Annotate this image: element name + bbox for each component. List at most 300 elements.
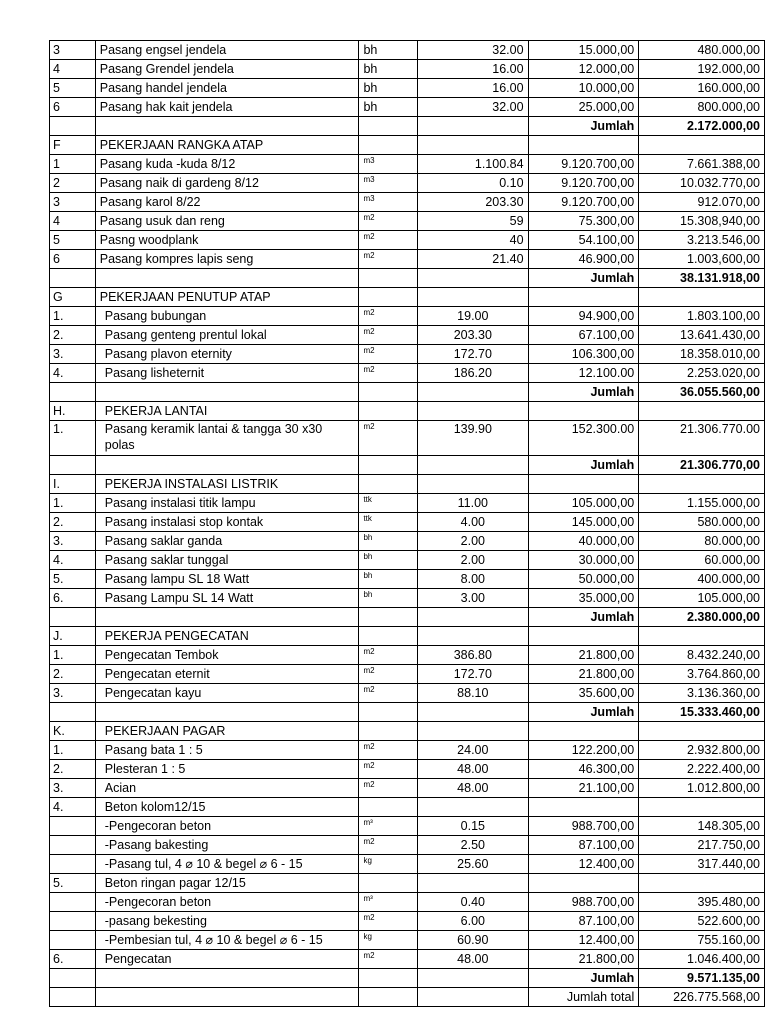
unit-cell: bh: [359, 589, 418, 608]
unit-cell: bh: [359, 41, 418, 60]
price-cell: 9.120.700,00: [528, 174, 639, 193]
no-cell: [50, 269, 96, 288]
desc-cell: [95, 269, 359, 288]
grand-total-row: [50, 988, 765, 1007]
table-row: [50, 250, 765, 269]
unit-cell: [359, 722, 418, 741]
desc-cell: Pasang instalasi stop kontak: [95, 513, 359, 532]
amount-cell: 1.012.800,00: [639, 779, 765, 798]
unit-cell: bh: [359, 532, 418, 551]
table-row: [50, 174, 765, 193]
vol-cell: 6.00: [418, 912, 528, 931]
vol-cell: 25.60: [418, 855, 528, 874]
vol-cell: 88.10: [418, 684, 528, 703]
table-row: [50, 212, 765, 231]
vol-cell: 172.70: [418, 665, 528, 684]
vol-cell: 203.30: [418, 193, 528, 212]
unit-cell: [359, 627, 418, 646]
desc-cell: -pasang bekesting: [95, 912, 359, 931]
no-cell: 2.: [50, 326, 96, 345]
unit-cell: m2: [359, 779, 418, 798]
unit-cell: bh: [359, 551, 418, 570]
price-cell: [528, 627, 639, 646]
table-row: [50, 60, 765, 79]
table-row: [50, 912, 765, 931]
amount-cell: 2.932.800,00: [639, 741, 765, 760]
table-row: [50, 345, 765, 364]
table-row: [50, 950, 765, 969]
unit-cell: [359, 475, 418, 494]
unit-cell: m³: [359, 817, 418, 836]
unit-cell: m2: [359, 212, 418, 231]
amount-cell: 18.358.010,00: [639, 345, 765, 364]
subtotal-row: [50, 269, 765, 288]
price-cell: Jumlah: [528, 456, 639, 475]
no-cell: 1: [50, 155, 96, 174]
vol-cell: 2.50: [418, 836, 528, 855]
no-cell: 6.: [50, 950, 96, 969]
amount-cell: 580.000,00: [639, 513, 765, 532]
table-row: [50, 307, 765, 326]
no-cell: G: [50, 288, 96, 307]
price-cell: Jumlah: [528, 117, 639, 136]
price-cell: 94.900,00: [528, 307, 639, 326]
no-cell: [50, 456, 96, 475]
price-cell: 21.800,00: [528, 950, 639, 969]
amount-cell: 36.055.560,00: [639, 383, 765, 402]
price-cell: Jumlah: [528, 383, 639, 402]
no-cell: 5: [50, 79, 96, 98]
no-cell: [50, 855, 96, 874]
no-cell: [50, 836, 96, 855]
amount-cell: 10.032.770,00: [639, 174, 765, 193]
unit-cell: bh: [359, 60, 418, 79]
table-row: [50, 646, 765, 665]
desc-cell: Pasang usuk dan reng: [95, 212, 359, 231]
amount-cell: 217.750,00: [639, 836, 765, 855]
vol-cell: 59: [418, 212, 528, 231]
amount-cell: [639, 288, 765, 307]
no-cell: 2.: [50, 665, 96, 684]
table-row: [50, 532, 765, 551]
price-cell: 15.000,00: [528, 41, 639, 60]
price-cell: 46.900,00: [528, 250, 639, 269]
unit-cell: m2: [359, 836, 418, 855]
price-cell: 67.100,00: [528, 326, 639, 345]
price-cell: 30.000,00: [528, 551, 639, 570]
unit-cell: m2: [359, 760, 418, 779]
price-cell: 87.100,00: [528, 912, 639, 931]
vol-cell: [418, 722, 528, 741]
amount-cell: 400.000,00: [639, 570, 765, 589]
vol-cell: 32.00: [418, 41, 528, 60]
unit-cell: m3: [359, 174, 418, 193]
desc-cell: Pasang Grendel jendela: [95, 60, 359, 79]
amount-cell: 1.803.100,00: [639, 307, 765, 326]
desc-cell: Pasang instalasi titik lampu: [95, 494, 359, 513]
desc-cell: Pasang handel jendela: [95, 79, 359, 98]
amount-cell: 13.641.430,00: [639, 326, 765, 345]
desc-cell: Pasang bata 1 : 5: [95, 741, 359, 760]
desc-cell: [95, 383, 359, 402]
price-cell: 145.000,00: [528, 513, 639, 532]
no-cell: J.: [50, 627, 96, 646]
amount-cell: 9.571.135,00: [639, 969, 765, 988]
unit-cell: bh: [359, 79, 418, 98]
section-header-row: [50, 288, 765, 307]
no-cell: 4: [50, 60, 96, 79]
vol-cell: 48.00: [418, 779, 528, 798]
no-cell: 5: [50, 231, 96, 250]
unit-cell: [359, 874, 418, 893]
vol-cell: [418, 874, 528, 893]
amount-cell: 15.308,940,00: [639, 212, 765, 231]
no-cell: 3: [50, 41, 96, 60]
price-cell: 988.700,00: [528, 893, 639, 912]
price-cell: 87.100,00: [528, 836, 639, 855]
vol-cell: [418, 117, 528, 136]
vol-cell: 3.00: [418, 589, 528, 608]
subtotal-row: [50, 608, 765, 627]
unit-cell: [359, 703, 418, 722]
amount-cell: [639, 475, 765, 494]
table-row: [50, 231, 765, 250]
no-cell: [50, 817, 96, 836]
amount-cell: 480.000,00: [639, 41, 765, 60]
unit-cell: m2: [359, 307, 418, 326]
table-row: [50, 893, 765, 912]
desc-cell: PEKERJA INSTALASI LISTRIK: [95, 475, 359, 494]
desc-cell: PEKERJAAN RANGKA ATAP: [95, 136, 359, 155]
vol-cell: 0.40: [418, 893, 528, 912]
table-row: [50, 836, 765, 855]
price-cell: 21.100,00: [528, 779, 639, 798]
vol-cell: 2.00: [418, 532, 528, 551]
unit-cell: m2: [359, 421, 418, 456]
amount-cell: 1.155.000,00: [639, 494, 765, 513]
no-cell: [50, 383, 96, 402]
table-row: [50, 741, 765, 760]
amount-cell: 60.000,00: [639, 551, 765, 570]
desc-cell: Pasng woodplank: [95, 231, 359, 250]
price-cell: 12.400,00: [528, 855, 639, 874]
table-row: [50, 494, 765, 513]
section-header-row: [50, 402, 765, 421]
desc-cell: Pasang kuda -kuda 8/12: [95, 155, 359, 174]
no-cell: 2: [50, 174, 96, 193]
vol-cell: [418, 383, 528, 402]
vol-cell: 32.00: [418, 98, 528, 117]
table-row: [50, 798, 765, 817]
amount-cell: 8.432.240,00: [639, 646, 765, 665]
amount-cell: [639, 627, 765, 646]
desc-cell: [95, 117, 359, 136]
price-cell: 21.800,00: [528, 665, 639, 684]
desc-cell: PEKERJA LANTAI: [95, 402, 359, 421]
desc-cell: Pengecatan Tembok: [95, 646, 359, 665]
amount-cell: [639, 136, 765, 155]
vol-cell: 386.80: [418, 646, 528, 665]
price-cell: [528, 722, 639, 741]
no-cell: 1.: [50, 494, 96, 513]
vol-cell: 0.10: [418, 174, 528, 193]
desc-cell: Beton ringan pagar 12/15: [95, 874, 359, 893]
amount-cell: 317.440,00: [639, 855, 765, 874]
amount-cell: 80.000,00: [639, 532, 765, 551]
unit-cell: m³: [359, 893, 418, 912]
no-cell: I.: [50, 475, 96, 494]
price-cell: 12.400,00: [528, 931, 639, 950]
no-cell: 6.: [50, 589, 96, 608]
amount-cell: [639, 722, 765, 741]
unit-cell: m2: [359, 231, 418, 250]
no-cell: 1.: [50, 741, 96, 760]
unit-cell: m2: [359, 912, 418, 931]
cost-estimate-body: [50, 41, 765, 1007]
no-cell: 4.: [50, 364, 96, 383]
desc-cell: -Pengecoran beton: [95, 817, 359, 836]
vol-cell: 48.00: [418, 760, 528, 779]
no-cell: 6: [50, 98, 96, 117]
unit-cell: [359, 383, 418, 402]
amount-cell: 38.131.918,00: [639, 269, 765, 288]
unit-cell: bh: [359, 570, 418, 589]
table-row: [50, 589, 765, 608]
table-row: [50, 193, 765, 212]
table-row: [50, 155, 765, 174]
desc-cell: -Pasang tul, 4 ⌀ 10 & begel ⌀ 6 - 15: [95, 855, 359, 874]
no-cell: 3.: [50, 684, 96, 703]
price-cell: 106.300,00: [528, 345, 639, 364]
no-cell: 1.: [50, 646, 96, 665]
vol-cell: 2.00: [418, 551, 528, 570]
price-cell: Jumlah total: [528, 988, 639, 1007]
vol-cell: 48.00: [418, 950, 528, 969]
unit-cell: [359, 288, 418, 307]
amount-cell: 912.070,00: [639, 193, 765, 212]
price-cell: [528, 402, 639, 421]
amount-cell: 3.213.546,00: [639, 231, 765, 250]
amount-cell: 2.222.400,00: [639, 760, 765, 779]
amount-cell: 7.661.388,00: [639, 155, 765, 174]
vol-cell: 60.90: [418, 931, 528, 950]
desc-cell: PEKERJAAN PAGAR: [95, 722, 359, 741]
price-cell: Jumlah: [528, 969, 639, 988]
amount-cell: 105.000,00: [639, 589, 765, 608]
section-header-row: [50, 722, 765, 741]
amount-cell: 3.764.860,00: [639, 665, 765, 684]
no-cell: H.: [50, 402, 96, 421]
no-cell: 3.: [50, 779, 96, 798]
unit-cell: m3: [359, 155, 418, 174]
vol-cell: [418, 456, 528, 475]
unit-cell: [359, 117, 418, 136]
desc-cell: Pasang engsel jendela: [95, 41, 359, 60]
price-cell: 10.000,00: [528, 79, 639, 98]
desc-cell: Pasang keramik lantai & tangga 30 x30 polas: [95, 421, 359, 456]
section-header-row: [50, 136, 765, 155]
amount-cell: 2.172.000,00: [639, 117, 765, 136]
amount-cell: 522.600,00: [639, 912, 765, 931]
amount-cell: [639, 402, 765, 421]
amount-cell: 21.306.770.00: [639, 421, 765, 456]
desc-cell: Pasang karol 8/22: [95, 193, 359, 212]
no-cell: 6: [50, 250, 96, 269]
no-cell: 3.: [50, 345, 96, 364]
desc-cell: Pasang saklar ganda: [95, 532, 359, 551]
vol-cell: 186.20: [418, 364, 528, 383]
table-row: [50, 874, 765, 893]
table-row: [50, 421, 765, 456]
table-row: [50, 326, 765, 345]
vol-cell: 139.90: [418, 421, 528, 456]
unit-cell: m3: [359, 193, 418, 212]
desc-cell: Pasang plavon eternity: [95, 345, 359, 364]
no-cell: 4.: [50, 798, 96, 817]
price-cell: 9.120.700,00: [528, 155, 639, 174]
unit-cell: m2: [359, 326, 418, 345]
no-cell: [50, 969, 96, 988]
no-cell: [50, 893, 96, 912]
price-cell: [528, 798, 639, 817]
section-header-row: [50, 627, 765, 646]
subtotal-row: [50, 703, 765, 722]
table-row: [50, 665, 765, 684]
desc-cell: [95, 608, 359, 627]
unit-cell: m2: [359, 345, 418, 364]
vol-cell: [418, 798, 528, 817]
desc-cell: [95, 969, 359, 988]
table-row: [50, 570, 765, 589]
unit-cell: m2: [359, 950, 418, 969]
vol-cell: 8.00: [418, 570, 528, 589]
vol-cell: 40: [418, 231, 528, 250]
no-cell: 4.: [50, 551, 96, 570]
unit-cell: m2: [359, 250, 418, 269]
vol-cell: 0.15: [418, 817, 528, 836]
desc-cell: Pasang saklar tunggal: [95, 551, 359, 570]
amount-cell: 3.136.360,00: [639, 684, 765, 703]
price-cell: [528, 475, 639, 494]
vol-cell: [418, 988, 528, 1007]
price-cell: Jumlah: [528, 608, 639, 627]
unit-cell: ttk: [359, 494, 418, 513]
vol-cell: [418, 269, 528, 288]
vol-cell: [418, 608, 528, 627]
price-cell: 35.600,00: [528, 684, 639, 703]
table-row: [50, 817, 765, 836]
amount-cell: 755.160,00: [639, 931, 765, 950]
amount-cell: 148.305,00: [639, 817, 765, 836]
subtotal-row: [50, 117, 765, 136]
desc-cell: Pasang kompres lapis seng: [95, 250, 359, 269]
desc-cell: Plesteran 1 : 5: [95, 760, 359, 779]
amount-cell: 21.306.770,00: [639, 456, 765, 475]
no-cell: 4: [50, 212, 96, 231]
no-cell: F: [50, 136, 96, 155]
price-cell: 12.000,00: [528, 60, 639, 79]
price-cell: 12.100.00: [528, 364, 639, 383]
price-cell: [528, 288, 639, 307]
vol-cell: [418, 703, 528, 722]
no-cell: [50, 912, 96, 931]
amount-cell: 226.775.568,00: [639, 988, 765, 1007]
unit-cell: [359, 988, 418, 1007]
unit-cell: m2: [359, 646, 418, 665]
amount-cell: 2.380.000,00: [639, 608, 765, 627]
desc-cell: Pasang lisheternit: [95, 364, 359, 383]
no-cell: [50, 931, 96, 950]
amount-cell: 15.333.460,00: [639, 703, 765, 722]
price-cell: Jumlah: [528, 703, 639, 722]
price-cell: 9.120.700,00: [528, 193, 639, 212]
price-cell: 105.000,00: [528, 494, 639, 513]
no-cell: [50, 703, 96, 722]
no-cell: 1.: [50, 307, 96, 326]
vol-cell: [418, 402, 528, 421]
unit-cell: m2: [359, 684, 418, 703]
vol-cell: [418, 969, 528, 988]
price-cell: 21.800,00: [528, 646, 639, 665]
table-row: [50, 855, 765, 874]
table-row: [50, 779, 765, 798]
unit-cell: [359, 969, 418, 988]
amount-cell: [639, 874, 765, 893]
no-cell: [50, 988, 96, 1007]
table-row: [50, 98, 765, 117]
vol-cell: 1.100.84: [418, 155, 528, 174]
table-row: [50, 364, 765, 383]
price-cell: [528, 874, 639, 893]
no-cell: 5.: [50, 570, 96, 589]
price-cell: 40.000,00: [528, 532, 639, 551]
vol-cell: [418, 136, 528, 155]
no-cell: 2.: [50, 760, 96, 779]
section-header-row: [50, 475, 765, 494]
amount-cell: [639, 798, 765, 817]
desc-cell: Pasang naik di gardeng 8/12: [95, 174, 359, 193]
vol-cell: 172.70: [418, 345, 528, 364]
desc-cell: Pasang hak kait jendela: [95, 98, 359, 117]
desc-cell: Pengecatan kayu: [95, 684, 359, 703]
desc-cell: Pasang Lampu SL 14 Watt: [95, 589, 359, 608]
amount-cell: 2.253.020,00: [639, 364, 765, 383]
unit-cell: kg: [359, 855, 418, 874]
no-cell: 3: [50, 193, 96, 212]
desc-cell: -Pembesian tul, 4 ⌀ 10 & begel ⌀ 6 - 15: [95, 931, 359, 950]
unit-cell: m2: [359, 741, 418, 760]
vol-cell: [418, 475, 528, 494]
desc-cell: Pengecatan eternit: [95, 665, 359, 684]
unit-cell: [359, 608, 418, 627]
price-cell: 54.100,00: [528, 231, 639, 250]
subtotal-row: [50, 969, 765, 988]
unit-cell: m2: [359, 364, 418, 383]
vol-cell: 16.00: [418, 60, 528, 79]
vol-cell: 24.00: [418, 741, 528, 760]
vol-cell: 16.00: [418, 79, 528, 98]
vol-cell: 4.00: [418, 513, 528, 532]
desc-cell: -Pengecoran beton: [95, 893, 359, 912]
table-row: [50, 41, 765, 60]
desc-cell: Pasang genteng prentul lokal: [95, 326, 359, 345]
unit-cell: [359, 456, 418, 475]
unit-cell: bh: [359, 98, 418, 117]
price-cell: 75.300,00: [528, 212, 639, 231]
amount-cell: 160.000,00: [639, 79, 765, 98]
desc-cell: [95, 456, 359, 475]
vol-cell: 21.40: [418, 250, 528, 269]
